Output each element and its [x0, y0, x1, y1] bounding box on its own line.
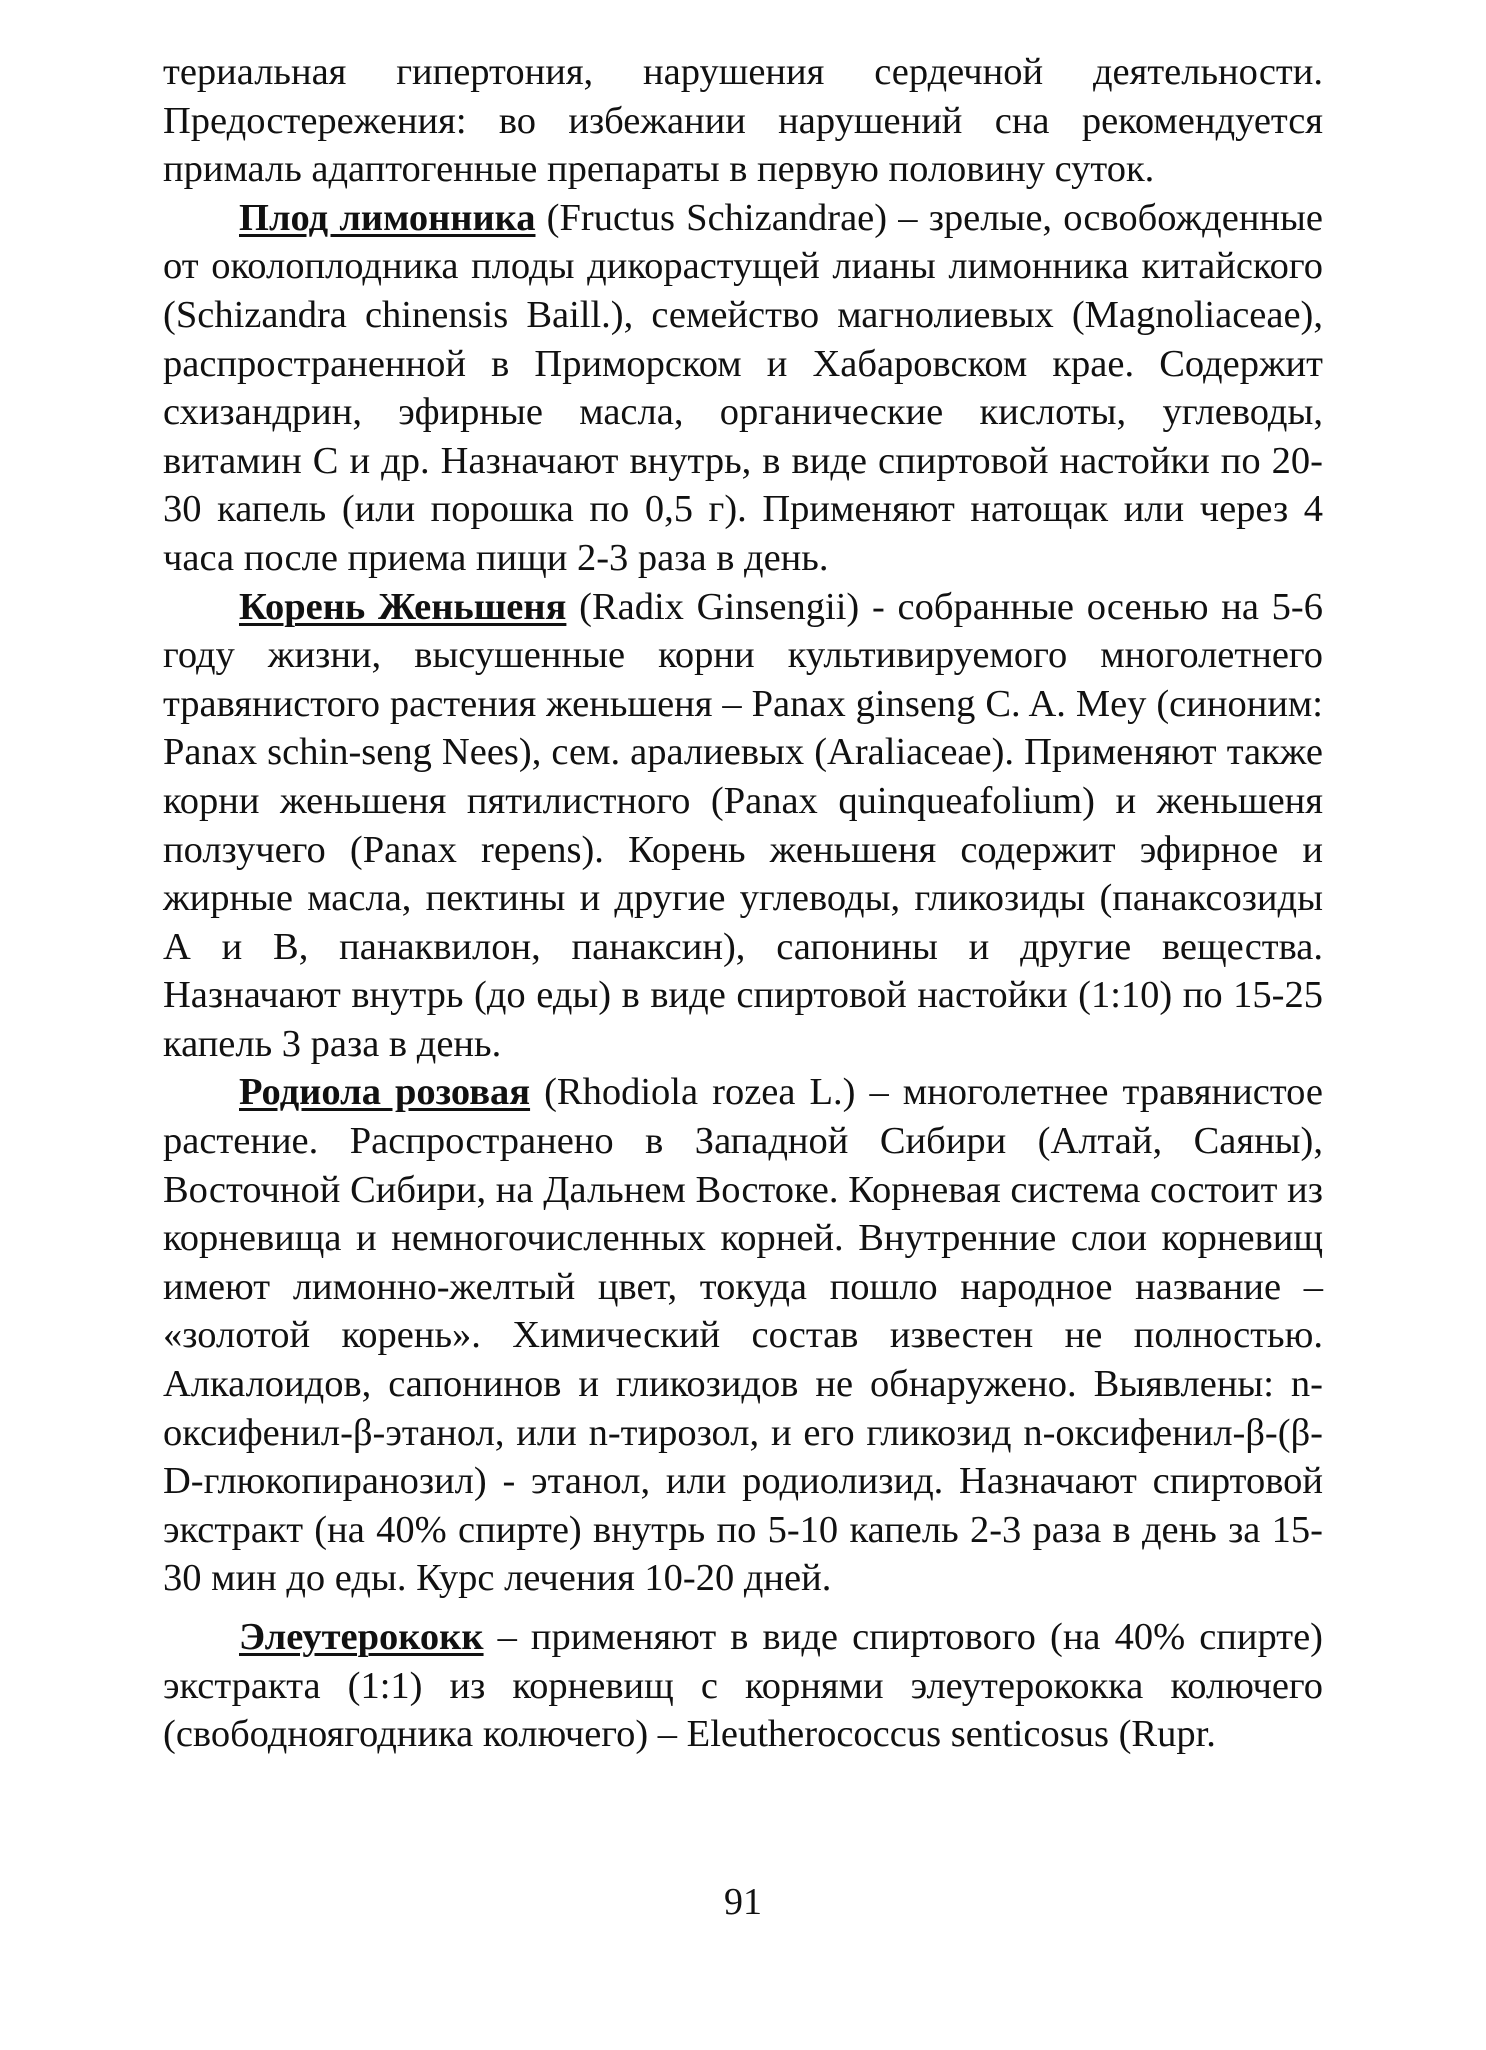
paragraph-ginseng — [163, 583, 1323, 1069]
paragraph-text: (Radix Ginsengii) - собранные осенью на 5-6 году жизни, высушенные корни культивируемого многолетнего травянистого растения женьшеня – Panax ginseng C. A. Mey (синоним: Panax schin-seng Nees), сем. аралиевых (Araliaceae). Применяют также корни женьшеня пятилистного (Panax quinqueafolium) и женьшеня ползучего (Panax repens). Корень женьшеня содержит эфирное и жирные масла, пектины и другие углеводы, гликозиды (панаксозиды А и В, панаквилон, панаксин), сапонины и другие вещества. Назначают внутрь (до еды) в виде спиртовой настойки (1:10) по 15-25 капель 3 раза в день. — [163, 585, 1323, 1065]
paragraph-text: – применяют в виде спиртового (на 40% спирте) экстракта (1:1) из корневищ с корнями элеутерококка колючего (свободноягодника колючего) – Eleutherococcus senticosus (Rupr. — [163, 1616, 1323, 1756]
page-body — [163, 48, 1323, 1759]
paragraph-schizandra — [163, 194, 1323, 583]
paragraph-text: (Rhodiola rozea L.) – многолетнее травянистое растение. Распространено в Западной Сибири (Алтай, Саяны), Восточной Сибири, на Дальнем Востоке. Корневая система состоит из корневища и немногочисленных корней. Внутренние слои корневищ имеют лимонно-желтый цвет, токуда пошло народное название – «золотой корень». Химический состав известен не полностью. Алкалоидов, сапонинов и гликозидов не обнаружено. Выявлены: n-оксифенил-β-этанол, или n-тирозол, и его гликозид n-оксифенил-β-(β-D-глюкопиранозил) - этанол, или родиолизид. Назначают спиртовой экстракт (на 40% спирте) внутрь по 5-10 капель 2-3 раза в день за 15-30 мин до еды. Курс лечения 10-20 дней. — [163, 1071, 1323, 1600]
paragraph-rhodiola — [163, 1068, 1323, 1603]
page-number: 91 — [724, 1881, 762, 1923]
paragraph-eleutherococcus — [163, 1613, 1323, 1759]
paragraph-continuation — [163, 48, 1323, 194]
term-heading: Родиола розовая — [239, 1071, 531, 1114]
term-heading: Элеутерококк — [239, 1616, 484, 1658]
paragraph-text: (Fructus Schizandrae) – зрелые, освобожденные от околоплодника плоды дикорастущей лианы лимонника китайского (Schizandra chinensis Baill.), семейство магнолиевых (Magnoliaceae), распространенной в Приморском и Хабаровском крае. Содержит схизандрин, эфирные масла, органические кислоты, углеводы, витамин С и др. Назначают внутрь, в виде спиртовой настойки по 20-30 капель (или порошка по 0,5 г). Применяют натощак или через 4 часа после приема пищи 2-3 раза в день. — [163, 196, 1323, 579]
term-heading: Плод лимонника — [239, 196, 536, 239]
paragraph-text: териальная гипертония, нарушения сердечной деятельности. Предостережения: во избежании нарушений сна рекомендуется прималь адаптогенные препараты в первую половину суток. — [163, 51, 1323, 191]
term-heading: Корень Женьшеня — [239, 585, 567, 628]
